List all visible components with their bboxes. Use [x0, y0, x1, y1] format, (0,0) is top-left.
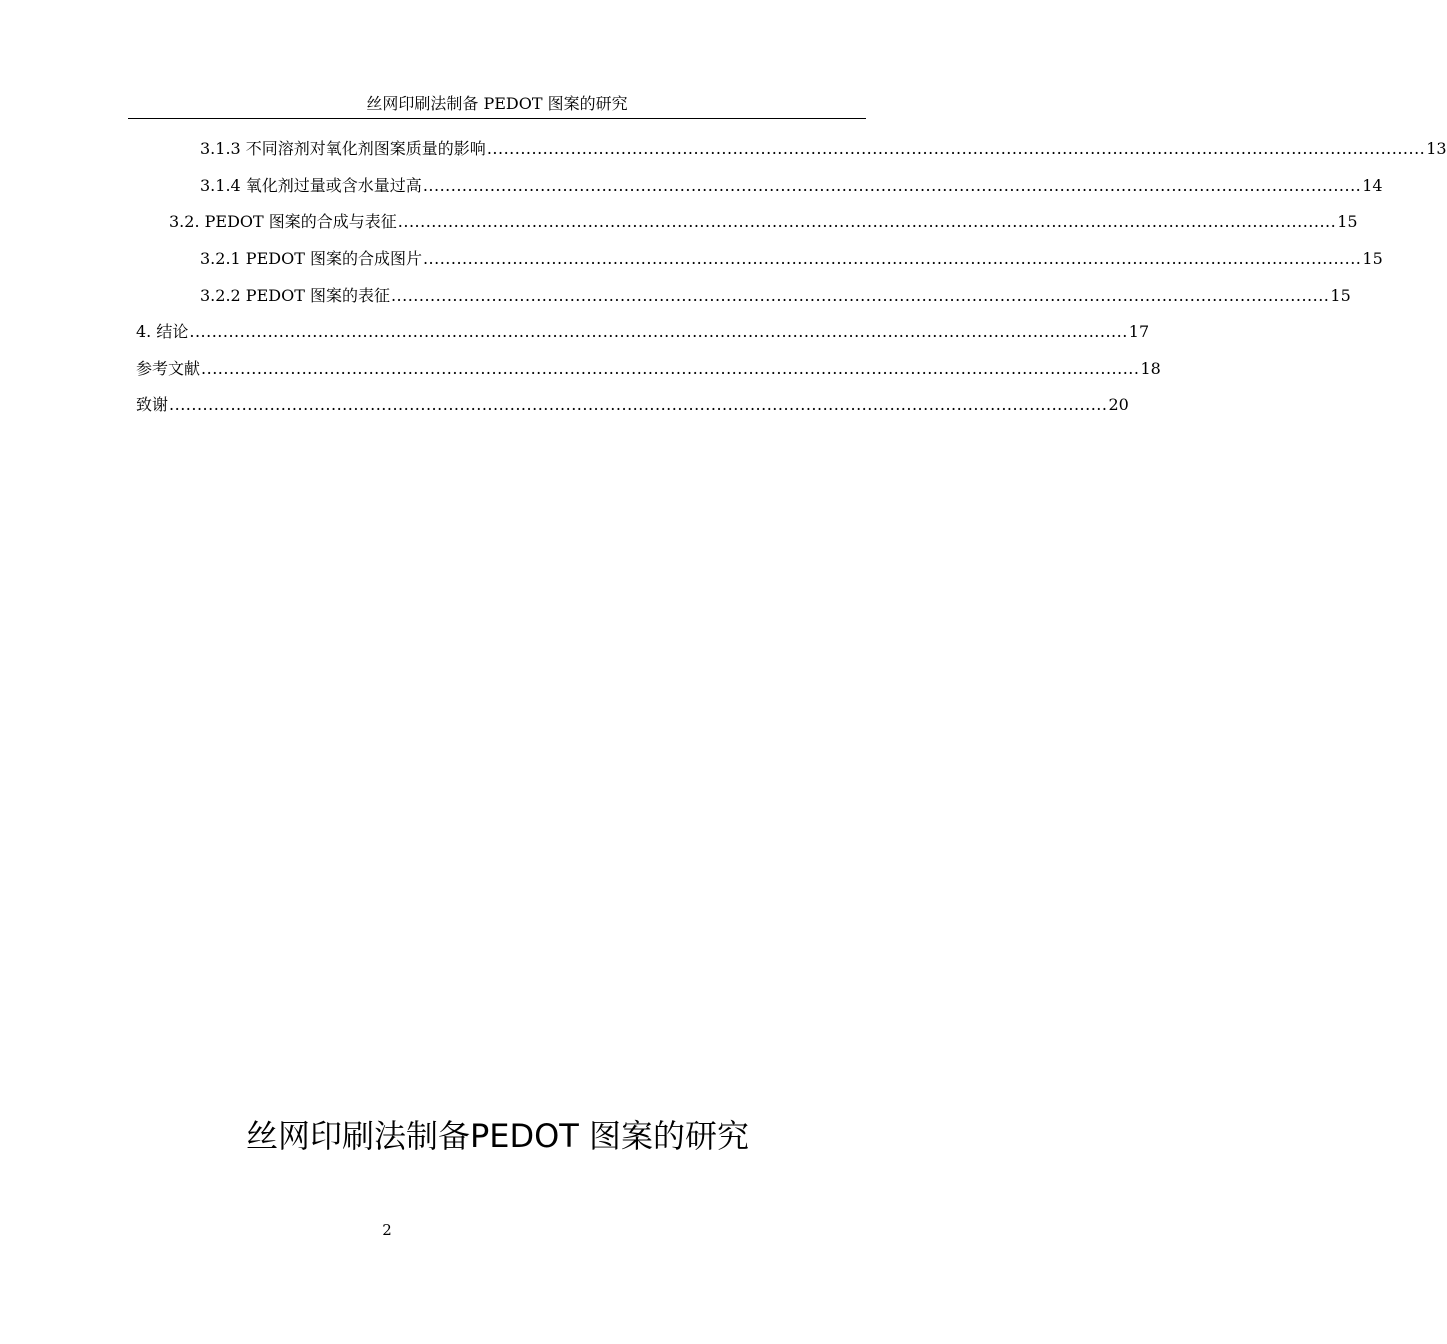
toc-entry[interactable]: [136, 321, 1150, 343]
toc-entry-page: 17: [1128, 322, 1150, 341]
toc-entry-title: 3.1.4 氧化剂过量或含水量过高: [200, 176, 422, 195]
toc-entry[interactable]: [200, 248, 1383, 270]
toc-entry-page: 15: [1337, 212, 1358, 231]
toc-entry[interactable]: [136, 358, 1161, 380]
toc-dot-leader: ........................................................................................................................................................................: [201, 359, 1140, 378]
toc-entry[interactable]: [200, 175, 1383, 197]
toc-dot-leader: ........................................................................................................................................................................: [169, 395, 1108, 414]
toc-dot-leader: ........................................................................................................................................................................: [422, 176, 1362, 195]
running-header-title: 丝网印刷法制备 PEDOT 图案的研究: [366, 94, 628, 113]
toc-entry-page: 15: [1330, 286, 1351, 305]
toc-dot-leader: ........................................................................................................................................................................: [422, 249, 1362, 268]
toc-entry-page: 18: [1140, 359, 1161, 378]
toc-entry-title: 3.1.3 不同溶剂对氧化剂图案质量的影响: [200, 139, 486, 158]
toc-dot-leader: ........................................................................................................................................................................: [397, 212, 1337, 231]
toc-dot-leader: ........................................................................................................................................................................: [390, 286, 1330, 305]
toc-entry-title: 3.2.1 PEDOT 图案的合成图片: [200, 249, 422, 268]
toc-entry-title: 3.2.2 PEDOT 图案的表征: [200, 286, 390, 305]
toc-entry-page: 13: [1426, 139, 1447, 158]
toc-entry-title: 参考文献: [136, 359, 201, 378]
toc-entry-page: 14: [1362, 176, 1383, 195]
toc-entry-page: 15: [1362, 249, 1383, 268]
toc-dot-leader: ........................................................................................................................................................................: [486, 139, 1426, 158]
toc-entry[interactable]: [136, 394, 1129, 416]
toc-entry-title: 4. 结论: [136, 322, 189, 341]
document-title: 丝网印刷法制备PEDOT 图案的研究: [245, 1117, 750, 1155]
toc-dot-leader: ........................................................................................................................................................................: [189, 322, 1128, 341]
toc-entry[interactable]: [200, 285, 1351, 307]
running-header: [128, 92, 866, 119]
toc-entry[interactable]: [169, 211, 1358, 233]
toc-entry-page: 20: [1108, 395, 1129, 414]
toc-entry[interactable]: [200, 138, 1447, 160]
toc-entry-title: 致谢: [136, 395, 169, 414]
toc-entry-title: 3.2. PEDOT 图案的合成与表征: [169, 212, 397, 231]
page-number: 2: [382, 1221, 392, 1239]
